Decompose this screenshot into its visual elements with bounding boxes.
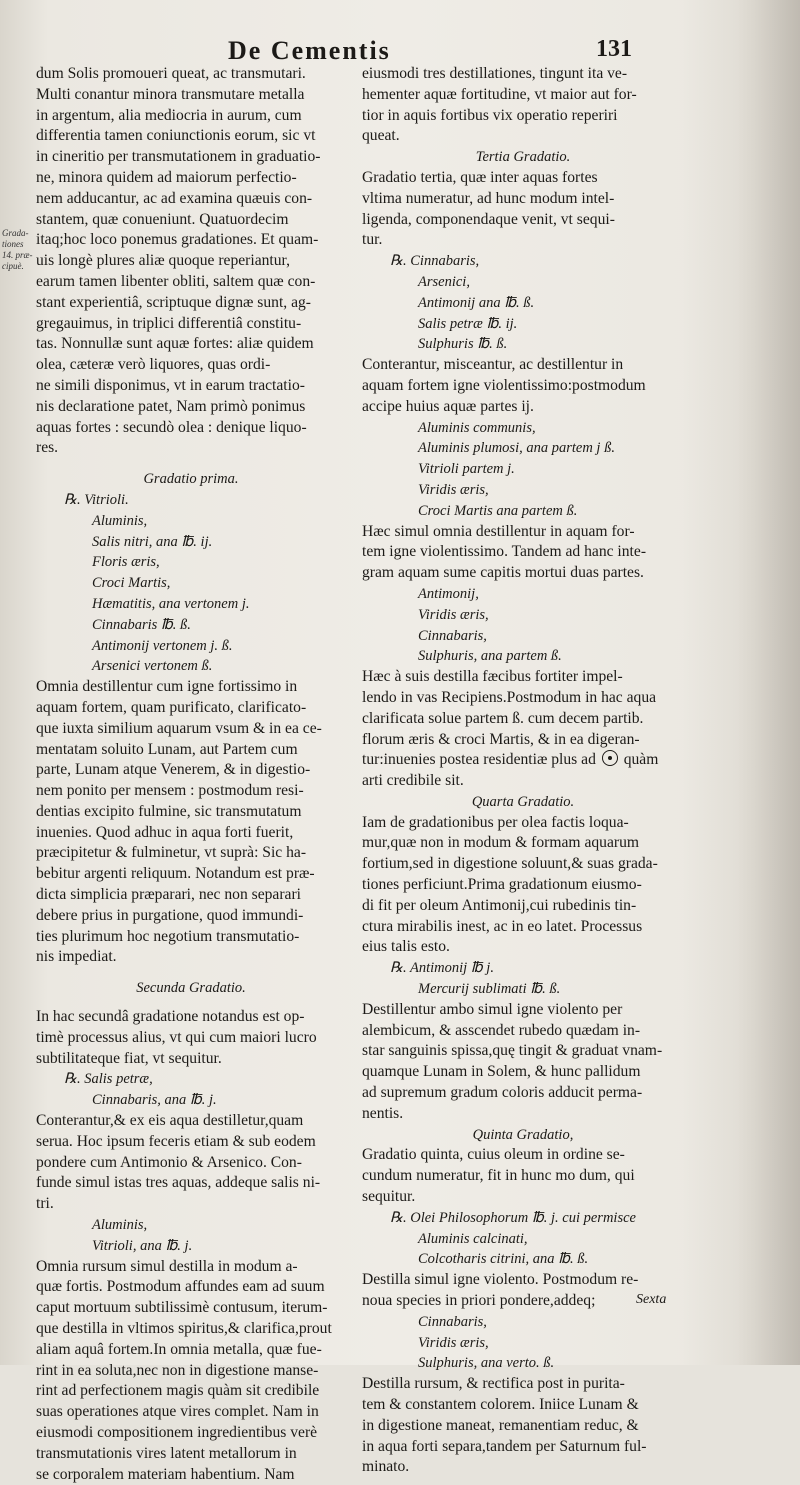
text-line: ctura mirabilis inest, ac in eo latet. Processus xyxy=(362,917,643,935)
recipe-line: Aluminis communis, xyxy=(418,419,536,436)
show-through-shadow xyxy=(682,0,800,1365)
text-line: star sanguinis spissa,quę tingit & graduat vnam- xyxy=(362,1042,663,1060)
text-line: suas operationes atque vires complet. Nam in xyxy=(36,1403,319,1421)
recipe-line: Aluminis plumosi, ana partem j ß. xyxy=(418,440,615,457)
text-line: gram aquam sume capitis mortui duas partes. xyxy=(362,564,644,582)
text-line: tem & constantem colorem. Iniice Lunam & xyxy=(362,1396,639,1413)
text-line: Destilla rursum, & rectifica post in purita- xyxy=(362,1375,625,1393)
text-line: tior in aquis fortibus vix operatio reperiri xyxy=(362,106,618,124)
recipe-line: Sulphuris ℔. ß. xyxy=(418,336,508,353)
text-line: Multi conantur minora transmutare metalla xyxy=(36,85,305,103)
text-line: eiusmodi tres destillationes, tingunt ita ve- xyxy=(362,65,628,82)
text-line: in argentum, alia mediocria in aurum, cum xyxy=(36,106,302,124)
recipe-line: Viridis æris, xyxy=(418,481,489,498)
recipe-line: Antimonij ana ℔. ß. xyxy=(418,294,535,311)
section-heading: Quinta Gradatio, xyxy=(472,1126,574,1143)
right-column xyxy=(362,64,684,1478)
text-line: olea, cæteræ verò liquores, quas ordi- xyxy=(36,356,271,374)
text-line: præcipitetur & fulminetur, vt suprà: Sic ha- xyxy=(36,844,307,862)
text-line: se corporalem materiam habentium. Nam xyxy=(36,1465,295,1483)
text-line: nis declaratione patet, Nam primò ponimus xyxy=(36,397,306,415)
recipe-line: Viridis æris, xyxy=(418,606,489,623)
text-line: Conterantur,& ex eis aqua destilletur,quam xyxy=(36,1112,304,1130)
text-line: ligenda, componendaque venit, vt sequi- xyxy=(362,210,615,228)
text-line: clarificata solue partem ß. cum decem partib. xyxy=(362,709,644,727)
text-line: hementer aquæ fortitudine, vt maior aut for- xyxy=(362,85,637,103)
text-line: alembicum, & asscendet rubedo quædam in- xyxy=(362,1021,641,1039)
text-line: fortium,sed in digestione soluunt,& suas grada- xyxy=(362,855,658,873)
recipe-line: Floris æris, xyxy=(92,554,160,571)
text-line: bebitur argenti reliquum. Notandum est præ- xyxy=(36,865,315,883)
recipe-line: Vitrioli, ana ℔. j. xyxy=(92,1237,193,1254)
text-line: funde simul istas tres aquas, addeque salis ni- xyxy=(36,1174,321,1192)
text-line: arti credibile sit. xyxy=(362,772,464,790)
recipe-line: Salis nitri, ana ℔. ij. xyxy=(92,533,213,550)
text-line: transmutationis vires latent metallorum in xyxy=(36,1444,297,1462)
text-line: ties plurimum hoc negotium transmutatio- xyxy=(36,927,300,945)
recipe-line: ℞. Salis petræ, xyxy=(64,1071,153,1088)
recipe-line: Cinnabaris, xyxy=(418,627,487,644)
text-line: gregauimus, in triplici differentiâ constitu- xyxy=(36,314,302,332)
text-line: Hæc à suis destilla fæcibus fortiter impel- xyxy=(362,668,623,686)
text-line: eius talis esto. xyxy=(362,938,450,956)
recipe-line: Antimonij, xyxy=(418,585,479,602)
text-line: Gradatio tertia, quæ inter aquas fortes xyxy=(362,168,598,186)
sol-gold-symbol-icon xyxy=(602,750,618,766)
text-line: Hæc simul omnia destillentur in aquam for- xyxy=(362,522,635,540)
text-line: quæ fortis. Postmodum affundes eam ad suum xyxy=(36,1278,325,1296)
recipe-line: ℞. Antimonij ℔ j. xyxy=(390,960,494,977)
text-line: vltima numeratur, ad hunc modum intel- xyxy=(362,189,615,207)
text-line: florum æris & croci Martis, & in ea digeran- xyxy=(362,730,640,748)
text-line: Gradatio quinta, cuius oleum in ordine se- xyxy=(362,1146,625,1164)
text-line: caput mortuum subtilissimè contusum, iterum- xyxy=(36,1299,328,1317)
text-line: aquam fortem igne violentissimo:postmodum xyxy=(362,376,646,394)
text-line: tas. Nonnullæ sunt aquæ fortes: aliæ quidem xyxy=(36,335,314,353)
text-line: tiones perficiunt.Prima gradationum eiusmo- xyxy=(362,876,642,894)
text-line: inuenies. Quod adhuc in aqua forti fuerit, xyxy=(36,823,294,841)
text-line: Destilla simul igne violento. Postmodum re- xyxy=(362,1271,639,1289)
section-heading: Tertia Gradatio. xyxy=(475,149,571,166)
text-line: timè processus alius, vt qui cum maiori lucro xyxy=(36,1028,317,1046)
text-line: tem igne violentissimo. Tandem ad hanc inte- xyxy=(362,543,647,561)
left-column xyxy=(36,64,346,1485)
catchword: Sexta xyxy=(636,1292,667,1307)
recipe-line: Cinnabaris, ana ℔. j. xyxy=(92,1092,217,1109)
text-line: dum Solis promoueri queat, ac transmutari. xyxy=(36,65,306,82)
text-line: parte, Lunam atque Venerem, & in digestio- xyxy=(36,761,311,779)
text-line: debere prius in purgatione, quod immundi- xyxy=(36,906,304,924)
text-line: in digestione maneat, remanentiam reduc, & xyxy=(362,1416,639,1434)
text-line: ne simili disponimus, vt in earum tractatio- xyxy=(36,376,305,394)
text-line: serua. Hoc ipsum feceris etiam & sub eodem xyxy=(36,1132,316,1150)
text-line: quamque Lunam in Solem, & hunc pallidum xyxy=(362,1063,641,1081)
text-line: rint in ea soluta,nec non in digestione manse- xyxy=(36,1361,319,1379)
text-line: eiusmodi compositionem ingredientibus verè xyxy=(36,1424,318,1441)
text-line: Iam de gradationibus per olea factis loqua- xyxy=(362,813,629,831)
recipe-line: Antimonij vertonem j. ß. xyxy=(92,637,233,654)
recipe-line: Salis petræ ℔. ij. xyxy=(418,315,518,332)
recipe-line: Hæmatitis, ana vertonem j. xyxy=(92,595,250,612)
text-line: aquam fortem, quam purificato, clarificato- xyxy=(36,698,307,716)
text-line: nis impediat. xyxy=(36,948,117,966)
recipe-line: Arsenici vertonem ß. xyxy=(92,658,213,675)
recipe-line: Mercurij sublimati ℔. ß. xyxy=(418,981,561,998)
text-line: differentia tamen coniunctionis eorum, sic vt xyxy=(36,127,316,145)
text-line: sequitur. xyxy=(362,1188,416,1206)
recipe-line: Aluminis, xyxy=(92,1217,148,1234)
text-line: que iuxta similium aquarum vsum & in ea ce- xyxy=(36,719,322,737)
text-line: dicta simplicia præparari, nec non separari xyxy=(36,886,301,904)
text-line: pondere cum Antimonio & Arsenico. Con- xyxy=(36,1153,302,1171)
text-line: res. xyxy=(36,439,59,457)
recipe-line: Croci Martis, xyxy=(92,575,171,592)
text-line: lendo in vas Recipiens.Postmodum in hac aqua xyxy=(362,688,657,706)
text-line: stantem, quæ conueniunt. Quatuordecim xyxy=(36,210,289,228)
marginal-line: Grada- xyxy=(2,228,29,238)
text-line: Destillentur ambo simul igne violento per xyxy=(362,1000,623,1018)
text-line: ne, minora quidem ad maiorum perfectio- xyxy=(36,168,297,186)
text-line: in aqua forti separa,tandem per Saturnum ful- xyxy=(362,1437,647,1455)
recipe-line: Sulphuris, ana partem ß. xyxy=(418,648,562,665)
section-heading: Quarta Gradatio. xyxy=(471,793,575,810)
running-title: De Cementis xyxy=(228,36,391,65)
recipe-line: Cinnabaris ℔. ß. xyxy=(92,616,191,633)
marginal-note xyxy=(2,228,32,272)
text-line: aliam aquâ fortem.In omnia metalla, quæ fue- xyxy=(36,1340,322,1358)
text-line: aquas fortes : secundò olea : denique liquo- xyxy=(36,418,307,436)
recipe-line: Aluminis, xyxy=(92,512,148,529)
text-line: minato. xyxy=(362,1458,410,1476)
text-line: mentatam soluito Lunam, aut Partem cum xyxy=(36,740,298,758)
recipe-line: ℞. Cinnabaris, xyxy=(390,253,480,270)
page-number: 131 xyxy=(596,36,632,62)
marginal-line: 14. præ- xyxy=(2,250,33,260)
text-line: dentias excipito fulmine, sic transmutatum xyxy=(36,802,302,820)
recipe-line: Cinnabaris, xyxy=(418,1313,487,1330)
recipe-line: Sulphuris, ana verto. ß. xyxy=(418,1355,555,1372)
text-line: earum tamen libenter obliti, saltem quæ con- xyxy=(36,272,316,290)
text-line: di fit per oleum Antimonij,cui rubedinis tin- xyxy=(362,896,637,914)
text-line: subtilitateque fiat, vt sequitur. xyxy=(36,1049,222,1067)
text-line: nem ponito per mensem : postmodum resi- xyxy=(36,782,304,800)
recipe-line: Vitrioli partem j. xyxy=(418,461,515,478)
text-line: Conterantur, misceantur, ac destillentur in xyxy=(362,356,624,374)
section-heading: Secunda Gradatio. xyxy=(136,980,246,997)
recipe-line: Arsenici, xyxy=(418,273,470,290)
recipe-line: Viridis æris, xyxy=(418,1334,489,1351)
text-line: nentis. xyxy=(362,1104,404,1122)
text-line: in cineritio per transmutationem in graduatio- xyxy=(36,148,321,166)
text-line: mur,quæ non in modum & formam aquarum xyxy=(362,834,639,852)
text-line: In hac secundâ gradatione notandus est op- xyxy=(36,1008,305,1026)
marginal-line: tiones xyxy=(2,239,24,249)
text-line: Omnia rursum simul destilla in modum a- xyxy=(36,1257,298,1275)
text-line: stant experientiâ, scriptuque dignæ sunt, ag- xyxy=(36,293,311,311)
recipe-line: ℞. Vitrioli. xyxy=(64,491,129,508)
text-line: uis longè plures aliæ quoque reperiantur, xyxy=(36,252,291,270)
text-line: cundum numeratur, fit in hunc mo dum, qui xyxy=(362,1167,635,1185)
section-heading: Gradatio prima. xyxy=(143,471,239,488)
text-line: tur. xyxy=(362,231,383,249)
text-line: rint ad perfectionem magis quàm sit credibile xyxy=(36,1382,320,1400)
text-line: tri. xyxy=(36,1195,54,1213)
text-line: noua species in priori pondere,addeq; xyxy=(362,1292,596,1310)
text-line: ad supremum gradum coloris adducit perma- xyxy=(362,1084,643,1102)
text-fragment: tur:inuenies postea residentiæ plus ad xyxy=(362,751,596,769)
text-line-with-symbol xyxy=(362,750,684,771)
text-line: que destilla in vltimos spiritus,& clarifica,prout xyxy=(36,1320,332,1338)
recipe-line: Croci Martis ana partem ß. xyxy=(418,502,578,519)
recipe-line: Colcotharis citrini, ana ℔. ß. xyxy=(418,1251,589,1268)
marginal-line: cipuè. xyxy=(2,261,24,271)
recipe-line: Aluminis calcinati, xyxy=(418,1230,528,1247)
text-line: accipe huius aquæ partes ij. xyxy=(362,397,534,415)
text-line: nem adducantur, ac ad examina quæuis con- xyxy=(36,189,313,207)
text-line: queat. xyxy=(362,127,400,145)
recipe-line: ℞. Olei Philosophorum ℔. j. cui permisce xyxy=(390,1209,636,1226)
text-line: itaq;hoc loco ponemus gradationes. Et quam- xyxy=(36,231,319,249)
text-fragment: quàm xyxy=(623,751,659,769)
text-line: Omnia destillentur cum igne fortissimo in xyxy=(36,678,298,696)
